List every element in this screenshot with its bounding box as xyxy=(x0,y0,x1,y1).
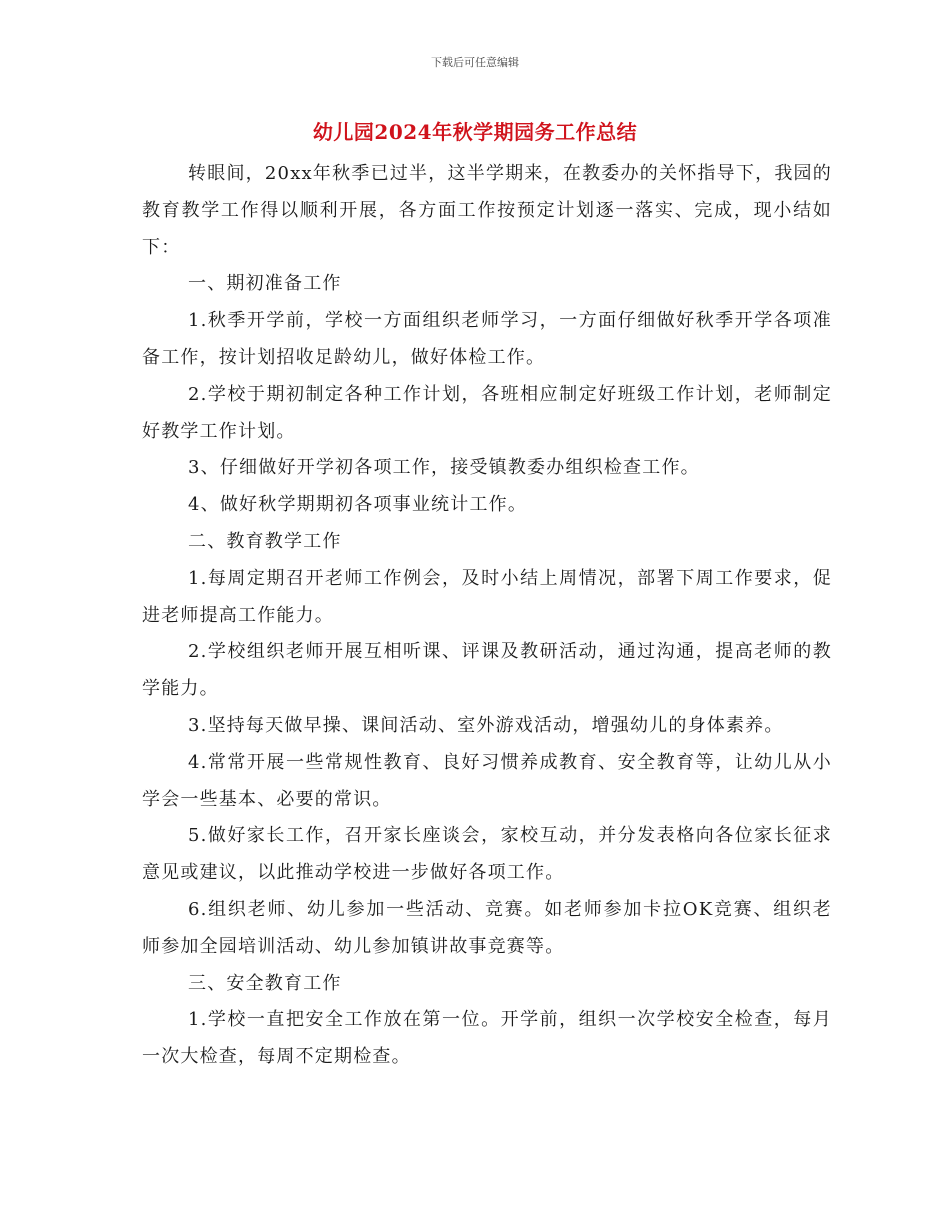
paragraph: 2.学校于期初制定各种工作计划，各班相应制定好班级工作计划，老师制定好教学工作计划。 xyxy=(142,383,832,442)
section-heading-2: 二、教育教学工作 xyxy=(188,530,342,552)
header-note: 下载后可任意编辑 xyxy=(431,56,519,69)
document-title: 幼儿园2024年秋学期园务工作总结 xyxy=(312,120,638,144)
paragraph: 1.秋季开学前，学校一方面组织老师学习，一方面仔细做好秋季开学各项准备工作，按计划招收足龄幼儿，做好体检工作。 xyxy=(142,310,832,368)
paragraph: 4.常常开展一些常规性教育、良好习惯养成教育、安全教育等，让幼儿从小学会一些基本、必要的常识。 xyxy=(142,751,832,810)
paragraph: 1.每周定期召开老师工作例会，及时小结上周情况，部署下周工作要求，促进老师提高工作能力。 xyxy=(142,567,832,626)
document-body xyxy=(142,156,832,1076)
paragraph: 3、仔细做好开学初各项工作，接受镇教委办组织检查工作。 xyxy=(188,457,700,479)
paragraph: 6.组织老师、幼儿参加一些活动、竞赛。如老师参加卡拉OK竞赛、组织老师参加全园培训活动、幼儿参加镇讲故事竞赛等。 xyxy=(142,898,832,957)
paragraph: 2.学校组织老师开展互相听课、评课及教研活动，通过沟通，提高老师的教学能力。 xyxy=(142,641,832,700)
section-heading-1: 一、期初准备工作 xyxy=(188,273,342,295)
section-heading-3: 三、安全教育工作 xyxy=(188,972,342,994)
intro-paragraph: 转眼间，20xx年秋季已过半，这半学期来，在教委办的关怀指导下，我园的教育教学工作得以顺利开展，各方面工作按预定计划逐一落实、完成，现小结如下： xyxy=(142,163,832,258)
paragraph: 3.坚持每天做早操、课间活动、室外游戏活动，增强幼儿的身体素养。 xyxy=(188,714,784,736)
paragraph: 5.做好家长工作，召开家长座谈会，家校互动，并分发表格向各位家长征求意见或建议，以此推动学校进一步做好各项工作。 xyxy=(142,825,832,884)
paragraph: 4、做好秋学期期初各项事业统计工作。 xyxy=(188,494,528,516)
paragraph: 1.学校一直把安全工作放在第一位。开学前，组织一次学校安全检查，每月一次大检查，每周不定期检查。 xyxy=(142,1009,832,1068)
